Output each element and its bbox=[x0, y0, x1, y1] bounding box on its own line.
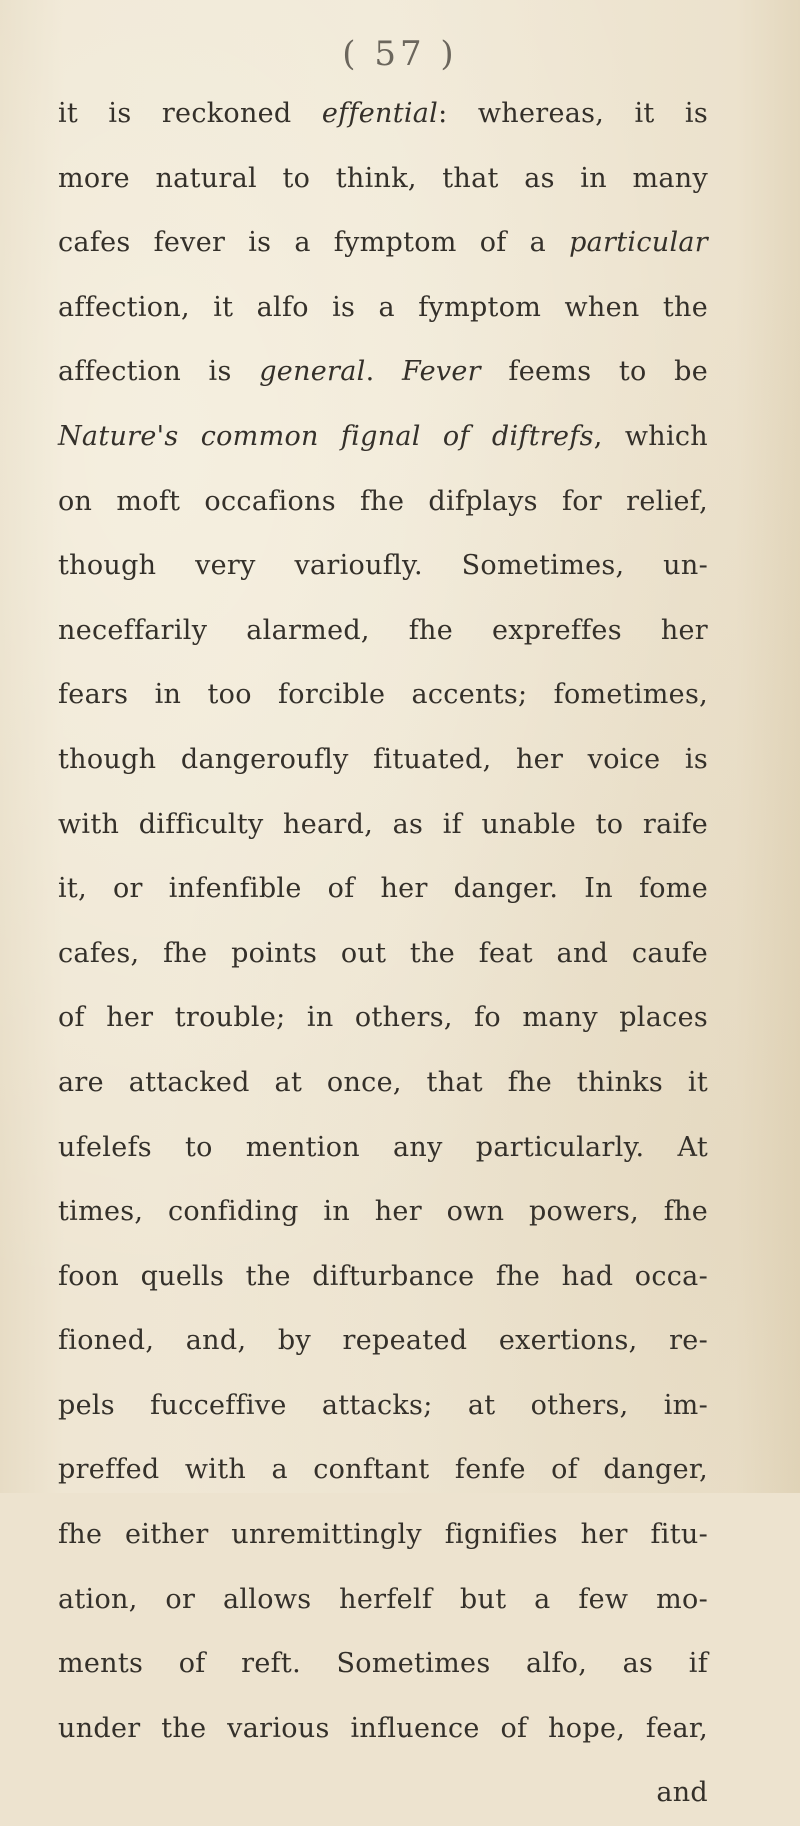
text-segment: ufelefs to mention any particularly. At bbox=[58, 1131, 708, 1163]
text-segment: more natural to think, that as in many bbox=[58, 162, 708, 194]
text-segment: on moft occafions fhe difplays for relief, bbox=[58, 485, 708, 517]
italic-text: Fever bbox=[402, 356, 481, 388]
text-segment: though very varioufly. Sometimes, un- bbox=[58, 550, 708, 582]
text-segment: are attacked at once, that fhe thinks it bbox=[58, 1066, 708, 1098]
text-line bbox=[58, 1116, 708, 1181]
text-line bbox=[58, 599, 708, 664]
text-segment: . bbox=[365, 356, 403, 388]
text-line bbox=[58, 1051, 708, 1116]
text-segment: times, confiding in her own powers, fhe bbox=[58, 1196, 708, 1228]
text-segment: cafes fever is a fymptom of a bbox=[58, 227, 570, 259]
text-line bbox=[58, 1503, 708, 1568]
text-line bbox=[58, 276, 708, 341]
text-line bbox=[58, 922, 708, 987]
text-line bbox=[58, 1245, 708, 1310]
text-segment: fioned, and, by repeated exertions, re- bbox=[58, 1325, 708, 1357]
text-segment: though dangeroufly fituated, her voice is bbox=[58, 743, 708, 775]
text-segment: it is reckoned bbox=[58, 98, 322, 129]
text-line bbox=[58, 1697, 708, 1762]
text-segment: feems to be bbox=[480, 356, 709, 388]
text-segment: under the various influence of hope, fear, bbox=[58, 1712, 708, 1744]
text-line bbox=[58, 728, 708, 793]
text-segment: : whereas, it is bbox=[438, 98, 708, 129]
text-segment: of her trouble; in others, fo many places bbox=[58, 1002, 708, 1034]
body-text bbox=[58, 82, 708, 1826]
text-segment: neceffarily alarmed, fhe expreffes her bbox=[58, 614, 708, 646]
text-line bbox=[58, 147, 708, 212]
text-line bbox=[58, 857, 708, 922]
text-segment: cafes, fhe points out the feat and caufe bbox=[58, 937, 708, 969]
text-segment: pels fucceffive attacks; at others, im- bbox=[58, 1389, 708, 1421]
text-line bbox=[58, 663, 708, 728]
text-line bbox=[58, 793, 708, 858]
text-segment: fhe either unremittingly fignifies her fitu- bbox=[58, 1519, 708, 1551]
italic-text: general bbox=[259, 356, 366, 388]
text-line bbox=[58, 1438, 708, 1503]
text-segment: with difficulty heard, as if unable to raife bbox=[58, 808, 708, 840]
text-line bbox=[58, 986, 708, 1051]
text-line bbox=[58, 534, 708, 599]
italic-text: particular bbox=[569, 227, 708, 259]
text-segment: , which bbox=[593, 420, 708, 452]
text-segment: foon quells the difturbance fhe had occa- bbox=[58, 1260, 708, 1292]
text-segment: affection, it alfo is a fymptom when the bbox=[58, 291, 708, 323]
text-line bbox=[58, 1180, 708, 1245]
text-line bbox=[58, 1568, 708, 1633]
text-line bbox=[58, 82, 708, 147]
text-segment: ments of reft. Sometimes alfo, as if bbox=[58, 1648, 708, 1680]
italic-text: Nature's common fignal of diftrefs bbox=[58, 420, 594, 452]
text-line bbox=[58, 405, 708, 470]
italic-text: effential bbox=[321, 98, 439, 129]
text-line bbox=[58, 1309, 708, 1374]
text-line bbox=[58, 470, 708, 535]
text-line bbox=[58, 1632, 708, 1697]
text-segment: ation, or allows herfelf but a few mo- bbox=[58, 1583, 708, 1615]
text-segment: it, or infenfible of her danger. In fome bbox=[58, 873, 708, 905]
text-line bbox=[58, 1374, 708, 1439]
text-segment: preffed with a conftant fenfe of danger, bbox=[58, 1454, 708, 1486]
text-segment: fears in too forcible accents; fometimes, bbox=[58, 679, 708, 711]
text-line bbox=[58, 340, 708, 405]
catchword: and bbox=[656, 1777, 708, 1809]
text-line bbox=[58, 211, 708, 276]
page-number: ( 57 ) bbox=[342, 34, 458, 74]
text-segment: affection is bbox=[58, 356, 260, 388]
